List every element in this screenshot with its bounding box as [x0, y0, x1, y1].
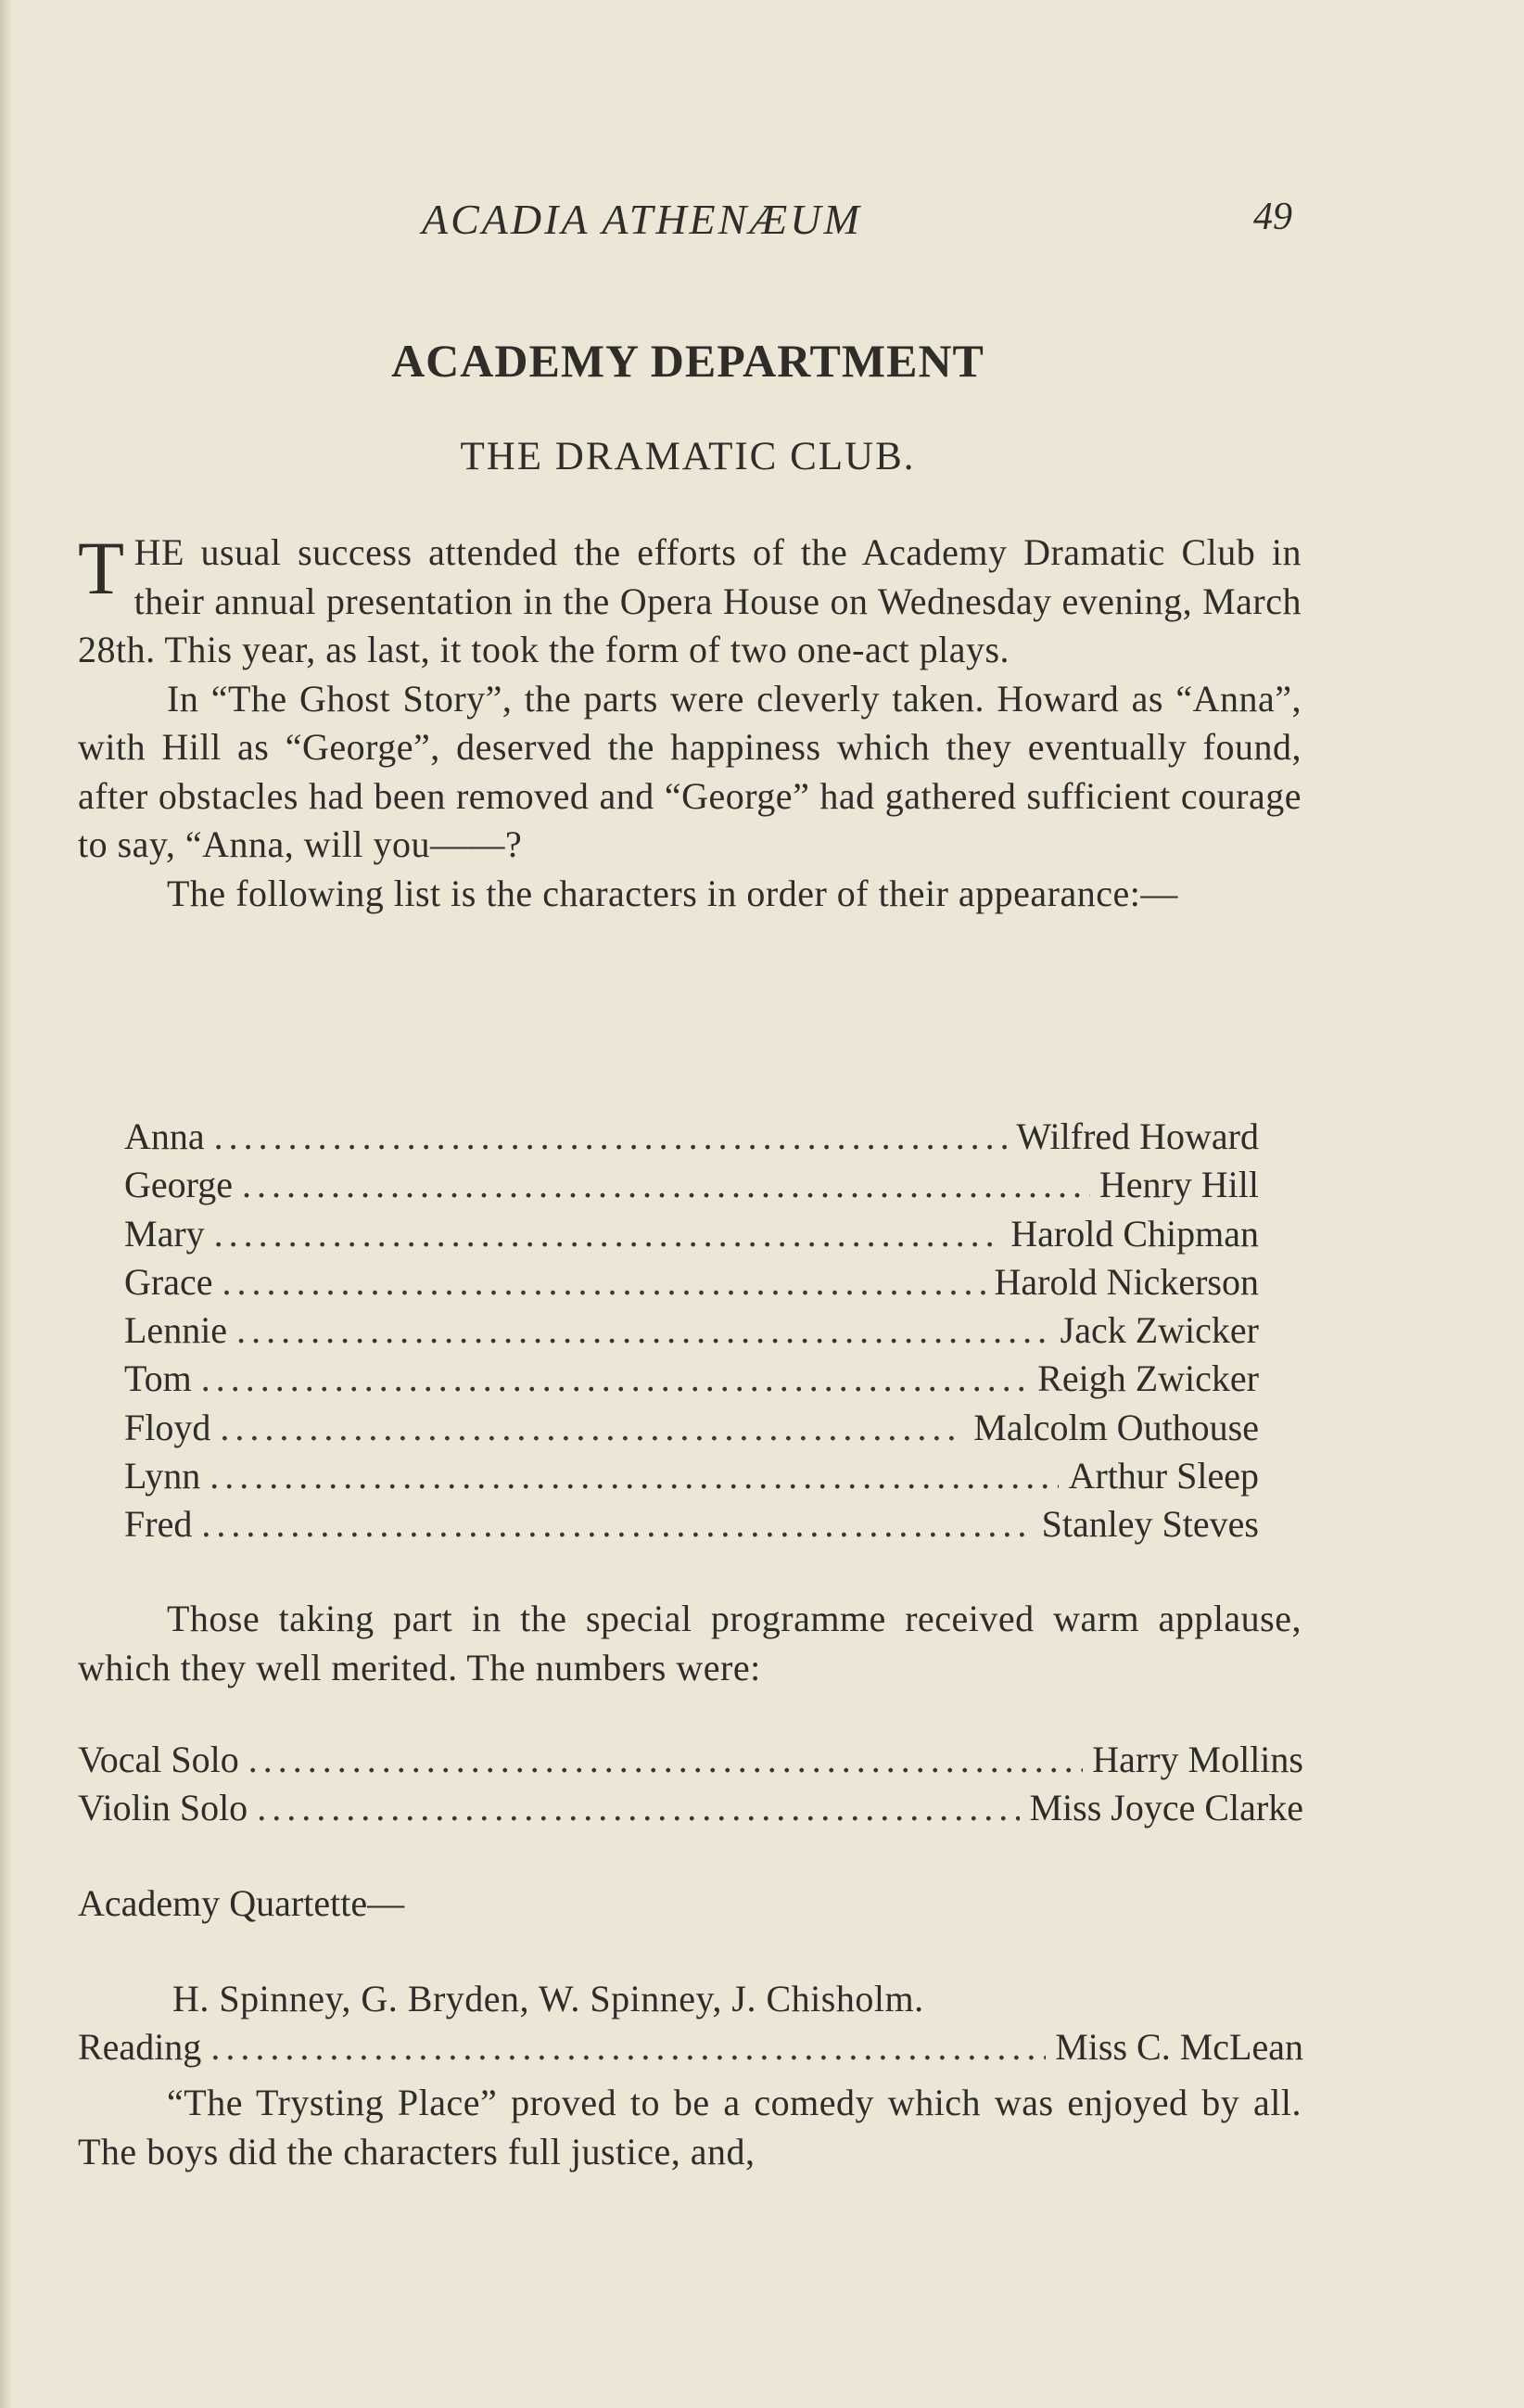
running-header — [0, 195, 1524, 250]
cast-role: George — [124, 1164, 233, 1206]
cast-actor: Malcolm Outhouse — [973, 1406, 1259, 1448]
cast-list — [124, 1113, 1259, 1549]
ghost-story-paragraph: In “The Ghost Story”, the parts were cleverly taken. Howard as “Anna”, with Hill as “George”, deserved the happiness which they eventually found, after obstacles had been removed and “George” had gathered sufficient courage to say, “Anna, will you——? — [78, 677, 1302, 865]
dot-leader — [201, 1500, 1032, 1548]
intro-paragraphs — [78, 526, 1302, 918]
cast-actor: Henry Hill — [1099, 1164, 1259, 1206]
cast-row — [124, 1210, 1259, 1258]
dot-leader — [220, 1404, 964, 1452]
drop-cap: T — [78, 526, 125, 610]
dot-leader — [210, 2023, 1046, 2071]
programme-performer: Miss Joyce Clarke — [1029, 1787, 1303, 1829]
quartette-label: Academy Quartette— — [78, 1882, 405, 1924]
dot-leader — [222, 1258, 984, 1306]
list-intro-paragraph: The following list is the characters in order of their appearance:— — [167, 872, 1178, 914]
cast-actor: Reigh Zwicker — [1037, 1357, 1259, 1400]
trysting-paragraph — [78, 2079, 1302, 2176]
cast-role: Mary — [124, 1212, 205, 1255]
reading-performer: Miss C. McLean — [1055, 2026, 1303, 2068]
page-number: 49 — [1253, 196, 1292, 238]
dot-leader — [214, 1113, 1008, 1161]
programme-item: Violin Solo — [78, 1787, 248, 1829]
cast-role: Lennie — [124, 1309, 228, 1352]
cast-role: Tom — [124, 1357, 192, 1400]
cast-actor: Arthur Sleep — [1068, 1455, 1259, 1497]
cast-actor: Stanley Steves — [1041, 1503, 1259, 1546]
programme-list — [78, 1736, 1303, 1833]
cast-actor: Harold Chipman — [1010, 1212, 1259, 1255]
cast-row — [124, 1404, 1259, 1452]
cast-row — [124, 1452, 1259, 1500]
cast-row — [124, 1500, 1259, 1548]
dot-leader — [236, 1306, 1051, 1355]
intro-paragraph — [78, 526, 1302, 675]
cast-role: Floyd — [124, 1406, 211, 1448]
cast-row — [124, 1113, 1259, 1161]
cast-row — [124, 1161, 1259, 1209]
club-heading: THE DRAMATIC CLUB. — [460, 435, 916, 478]
reading-list — [78, 2023, 1303, 2071]
cast-row — [124, 1355, 1259, 1403]
cast-row — [124, 1258, 1259, 1306]
cast-role: Fred — [124, 1503, 193, 1546]
cast-actor: Wilfred Howard — [1016, 1115, 1259, 1157]
trysting-text: “The Trysting Place” proved to be a comedy which was enjoyed by all. The boys did the characters full justice, and, — [78, 2082, 1302, 2172]
running-title: ACADIA ATHENÆUM — [422, 196, 862, 243]
department-heading: ACADEMY DEPARTMENT — [391, 335, 984, 387]
cast-role: Grace — [124, 1260, 213, 1303]
dot-leader — [210, 1452, 1059, 1500]
dot-leader — [214, 1210, 1002, 1258]
cast-role: Anna — [124, 1115, 205, 1157]
special-programme-text: Those taking part in the special programme received warm applause, which they well merited. The numbers were: — [78, 1598, 1302, 1688]
quartette-members: H. Spinney, G. Bryden, W. Spinney, J. Chisholm. — [172, 1978, 924, 2019]
cast-actor: Harold Nickerson — [994, 1260, 1259, 1303]
programme-performer: Harry Mollins — [1092, 1739, 1303, 1780]
programme-row — [78, 1736, 1303, 1784]
reading-item: Reading — [78, 2026, 202, 2068]
cast-row — [124, 1306, 1259, 1355]
cast-role: Lynn — [124, 1455, 201, 1497]
intro-text: HE usual success attended the efforts of the Academy Dramatic Club in their annual presentation in the Opera House on Wednesday evening, March 28th. This year, as last, it took the form of two one-act plays. — [78, 531, 1302, 670]
dot-leader — [242, 1161, 1090, 1209]
reading-row — [78, 2023, 1303, 2071]
cast-actor: Jack Zwicker — [1060, 1309, 1259, 1352]
dot-leader — [257, 1784, 1020, 1832]
programme-item: Vocal Solo — [78, 1739, 239, 1780]
dot-leader — [248, 1736, 1084, 1784]
special-programme-paragraph — [78, 1595, 1302, 1692]
programme-row — [78, 1784, 1303, 1832]
dot-leader — [201, 1355, 1028, 1403]
